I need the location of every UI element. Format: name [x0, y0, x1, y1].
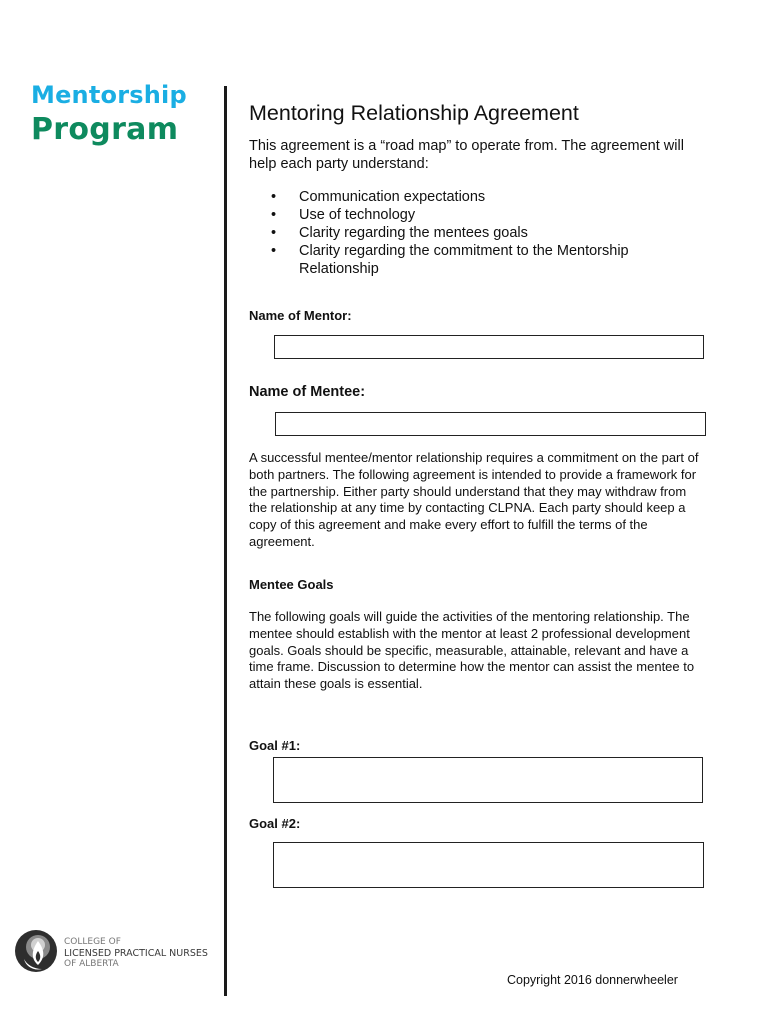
list-item-text: Use of technology — [299, 207, 416, 223]
list-item — [249, 188, 689, 206]
mentee-goals-heading: Mentee Goals — [249, 577, 334, 592]
bullet-icon: • — [271, 189, 277, 205]
goal-1-label: Goal #1: — [249, 738, 301, 753]
goals-paragraph: The following goals will guide the activities of the mentoring relationship. The mentee should establish with the mentor at least 2 professional development goals. Goals should be specific, measurable, attainable, relevant and have a time frame. Discussion to determine how the mentor can assist the mentee to attain these goals is essential. — [249, 609, 695, 692]
vertical-divider — [224, 86, 227, 996]
list-item-text: Clarity regarding the commitment to the Mentorship Relationship — [299, 243, 629, 277]
list-item — [249, 242, 689, 278]
brand-logo — [31, 80, 187, 150]
intro-text: This agreement is a “road map” to operate from. The agreement will help each party understand: — [249, 138, 684, 172]
list-item-text: Clarity regarding the mentees goals — [299, 225, 528, 241]
goal-2-label: Goal #2: — [249, 816, 301, 831]
mentee-name-field[interactable] — [275, 412, 706, 436]
bullet-icon: • — [271, 225, 277, 241]
list-item — [249, 224, 689, 242]
mentor-name-field[interactable] — [274, 335, 704, 359]
goal-2-field[interactable] — [273, 842, 704, 888]
brand-title-program: Program — [31, 112, 179, 147]
expectations-list — [249, 188, 689, 278]
copyright-text: Copyright 2016 donnerwheeler — [507, 973, 678, 987]
brand-title-mentorship: Mentorship — [31, 81, 187, 109]
bullet-icon: • — [271, 207, 277, 223]
goal-1-field[interactable] — [273, 757, 703, 803]
list-item-text: Communication expectations — [299, 189, 486, 205]
college-line-1: COLLEGE OF — [64, 937, 121, 947]
college-name — [64, 937, 208, 970]
page-title: Mentoring Relationship Agreement — [249, 101, 579, 125]
mentor-name-label: Name of Mentor: — [249, 308, 352, 323]
college-line-3: OF ALBERTA — [64, 959, 119, 969]
college-logo — [14, 929, 208, 978]
flame-in-circle-icon — [14, 929, 58, 978]
college-line-2: LICENSED PRACTICAL NURSES — [64, 948, 208, 959]
list-item — [249, 206, 689, 224]
mentee-name-label: Name of Mentee: — [249, 384, 366, 400]
bullet-icon: • — [271, 243, 277, 259]
relationship-paragraph: A successful mentee/mentor relationship requires a commitment on the part of both partners. The following agreement is intended to provide a framework for the partnership. Either party should understand that they may withdraw from the relationship at any time by contacting CLPNA. Each party should keep a copy of this agreement and make every effort to fulfill the terms of the agreement. — [249, 450, 699, 549]
